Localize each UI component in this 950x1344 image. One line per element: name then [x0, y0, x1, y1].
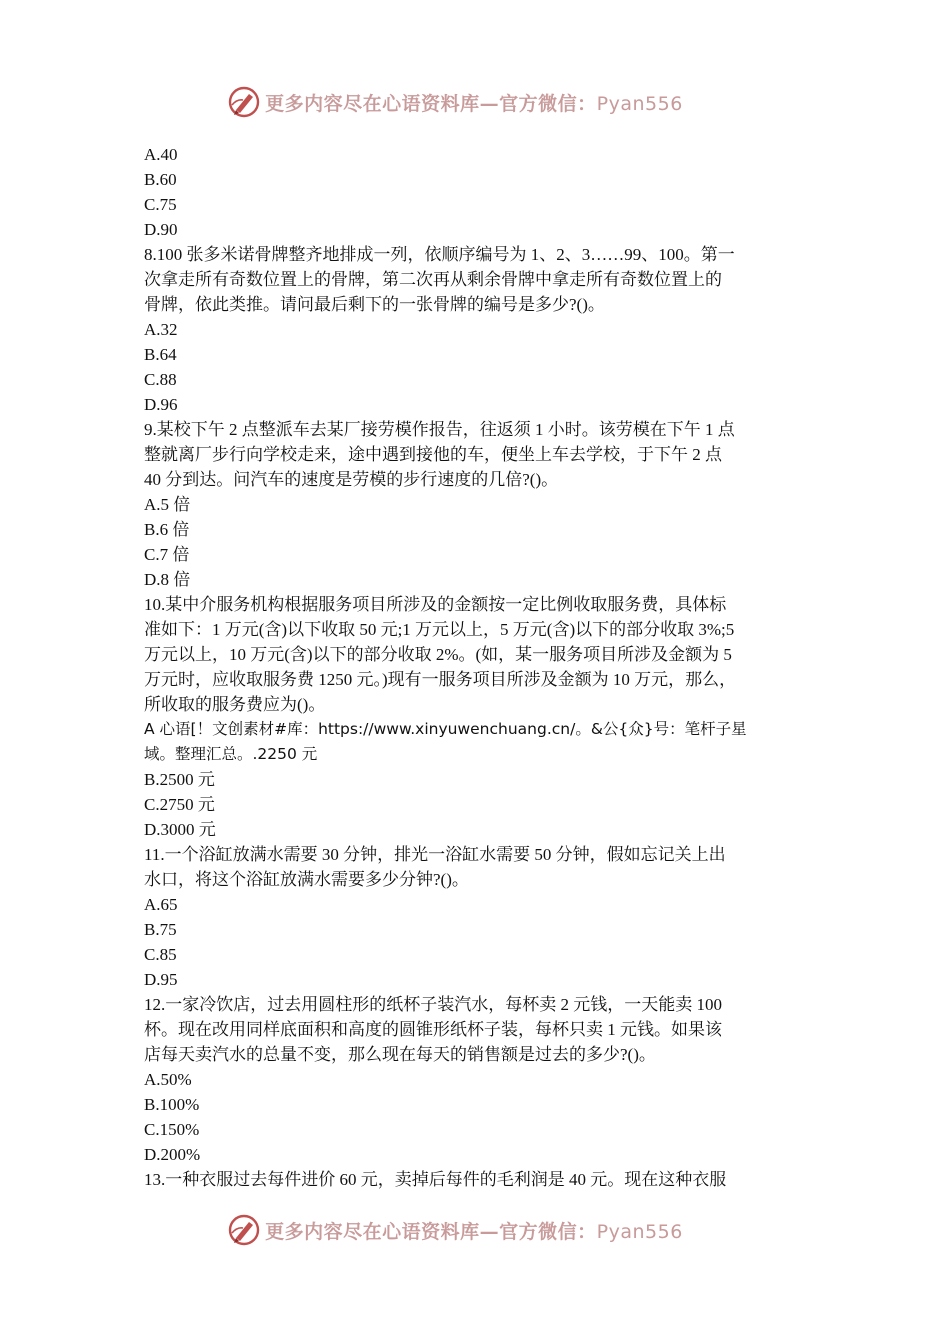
header-watermark-text: 更多内容尽在心语资料库—官方微信：Pyan556	[265, 92, 683, 115]
text-line: 域。整理汇总。.2250 元	[144, 745, 318, 763]
text-line: B.2500 元	[144, 770, 215, 789]
text-line: C.150%	[144, 1120, 200, 1139]
text-line: 9.某校下午 2 点整派车去某厂接劳模作报告，往返须 1 小时。该劳模在下午 1 点	[144, 420, 735, 439]
text-line: D.90	[144, 220, 178, 239]
text-line: 所收取的服务费应为()。	[144, 695, 326, 714]
text-line: 骨牌，依此类推。请问最后剩下的一张骨牌的编号是多少?()。	[144, 295, 605, 314]
header-watermark	[0, 82, 950, 122]
text-line: D.96	[144, 395, 178, 414]
document-body	[144, 142, 820, 1192]
text-line: C.7 倍	[144, 545, 190, 564]
text-line: C.85	[144, 945, 177, 964]
text-line: B.64	[144, 345, 177, 364]
text-line: 次拿走所有奇数位置上的骨牌，第二次再从剩余骨牌中拿走所有奇数位置上的	[144, 270, 722, 289]
text-line: C.75	[144, 195, 177, 214]
text-line: 万元以上，10 万元(含)以下的部分收取 2%。(如，某一服务项目所涉及金额为 5	[144, 645, 732, 664]
text-line: B.6 倍	[144, 520, 190, 539]
text-line: D.8 倍	[144, 570, 191, 589]
pen-logo-icon	[227, 1213, 261, 1247]
text-line: A 心语[！文创素材#库：https://www.xinyuwenchuang.cn/。&公{众}号：笔杆子星	[144, 720, 747, 738]
footer-watermark-text: 更多内容尽在心语资料库—官方微信：Pyan556	[265, 1220, 683, 1243]
text-line: 10.某中介服务机构根据服务项目所涉及的金额按一定比例收取服务费，具体标	[144, 595, 727, 614]
text-line: B.75	[144, 920, 177, 939]
text-line: A.65	[144, 895, 178, 914]
text-line: D.3000 元	[144, 820, 216, 839]
text-line: B.100%	[144, 1095, 200, 1114]
text-line: C.2750 元	[144, 795, 215, 814]
text-line: A.40	[144, 145, 178, 164]
text-line: A.5 倍	[144, 495, 191, 514]
text-line: A.50%	[144, 1070, 192, 1089]
text-line: A.32	[144, 320, 178, 339]
text-line: 8.100 张多米诺骨牌整齐地排成一列，依顺序编号为 1、2、3……99、100。第一	[144, 245, 735, 264]
text-line: 杯。现在改用同样底面积和高度的圆锥形纸杯子装，每杯只卖 1 元钱。如果该	[144, 1020, 722, 1039]
text-line: 整就离厂步行向学校走来，途中遇到接他的车，便坐上车去学校，于下午 2 点	[144, 445, 722, 464]
text-line: D.200%	[144, 1145, 201, 1164]
text-line: C.88	[144, 370, 177, 389]
text-line: 水口，将这个浴缸放满水需要多少分钟?()。	[144, 870, 469, 889]
text-line: 11.一个浴缸放满水需要 30 分钟，排光一浴缸水需要 50 分钟，假如忘记关上出	[144, 845, 726, 864]
text-line: 万元时，应收取服务费 1250 元。)现有一服务项目所涉及金额为 10 万元，那么，	[144, 670, 737, 689]
text-line: 40 分到达。问汽车的速度是劳模的步行速度的几倍?()。	[144, 470, 559, 489]
text-line: 店每天卖汽水的总量不变，那么现在每天的销售额是过去的多少?()。	[144, 1045, 656, 1064]
text-line: 13.一种衣服过去每件进价 60 元，卖掉后每件的毛利润是 40 元。现在这种衣服	[144, 1170, 727, 1189]
text-line: 12.一家冷饮店，过去用圆柱形的纸杯子装汽水，每杯卖 2 元钱，一天能卖 100	[144, 995, 722, 1014]
pen-logo-icon	[227, 85, 261, 119]
text-line: D.95	[144, 970, 178, 989]
text-line: B.60	[144, 170, 177, 189]
footer-watermark	[0, 1210, 950, 1250]
text-line: 准如下：1 万元(含)以下收取 50 元;1 万元以上，5 万元(含)以下的部分收取 3%;5	[144, 620, 735, 639]
